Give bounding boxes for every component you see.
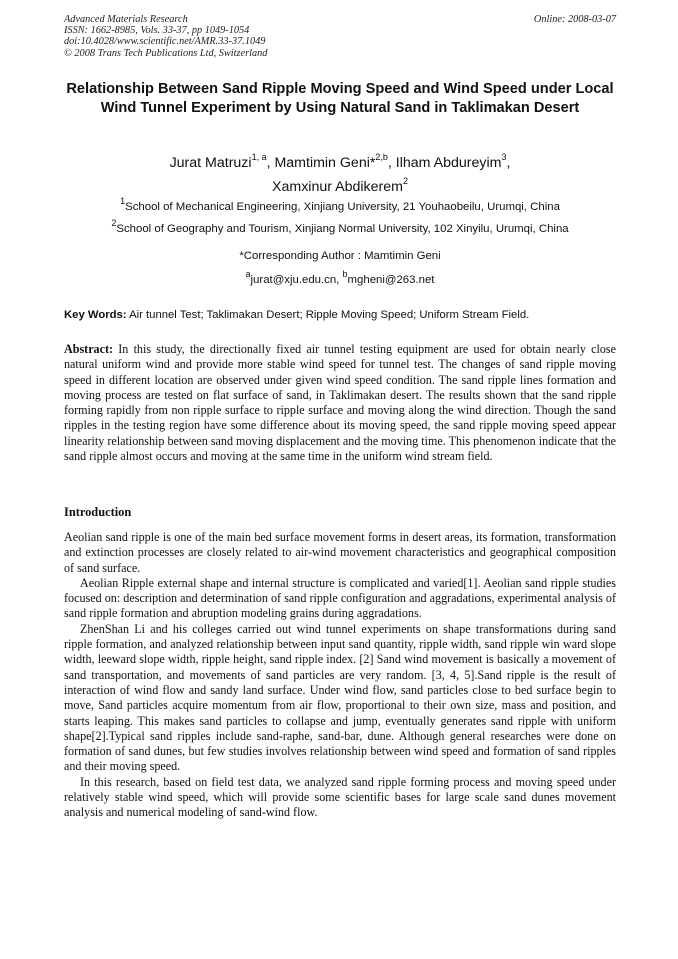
corresponding-author: *Corresponding Author : Mamtimin Geni [239, 250, 441, 262]
paragraph: Aeolian Ripple external shape and internal structure is complicated and varied[1]. Aeolian sand ripple studies focused on: description and determination of sand ripple configuration and aggradations, experimental analysis of sand ripple formation and abruption modeling grains during aggradations. [64, 575, 616, 621]
affiliation-2 [64, 218, 616, 236]
paragraph: ZhenShan Li and his colleges carried out wind tunnel experiments on shape transformations during sand ripple formation, and analyzed relationship between input sand quantity, ripple width, sand ripple win ward slope width, leeward slope width, ripple height, sand ripple index. [2] Sand wind movement is basically a movement of sand transportation, and movements of sand particles are very random. [3, 4, 5].Sand ripple is the result of interaction of wind flow and sandy land surface. Under wind flow, sand particles close to bed surface begin to move, Sand particles acquire momentum from air flow, proportional to their own size, mass and position, and starts leaping. This makes sand particles to collapse and jump, eventually generates sand ripple with uniform shape[2].Typical sand ripples include sand-raphe, sand-bar, dune. Although general researches were done on formation of sand dunes, but few studies involves relationship between wind speed and formation of sand ripples and their moving speed. [64, 621, 616, 774]
online-date: Online: 2008-03-07 [533, 14, 616, 25]
affiliation-text: School of Mechanical Engineering, Xinjiang University, 21 Youhaobeilu, Urumqi, China [125, 201, 560, 213]
journal-header [64, 14, 616, 59]
copyright-line: © 2008 Trans Tech Publications Ltd, Switzerland [64, 47, 268, 59]
author-list: Jurat Matruzi$^{1, a}$, Mamtimin Geni*$^{2,b}$, Ilham Abdureyim$^3$, Xamxinur Abdikerem$^2$ [169, 152, 511, 195]
issn-line: ISSN: 1662-8985, Vols. 33-37, pp 1049-1054 [64, 25, 250, 37]
author-name: Mamtimin Geni* [274, 155, 376, 171]
paper-title: Relationship Between Sand Ripple Moving Speed and Wind Speed under Local Wind Tunnel Experiment by Using Natural Sand in Taklimakan Desert [66, 81, 614, 116]
author-name: Xamxinur Abdikerem [272, 179, 403, 195]
author-affiliation-mark: 2,b [375, 152, 388, 163]
abstract-label: Abstract: [64, 342, 114, 356]
paragraph: Aeolian sand ripple is one of the main bed surface movement forms in desert areas, its formation, transformation and extinction processes are closely related to air-wind movement characteristics and geographical composition of sand surface. [64, 530, 616, 575]
email-mark: a [245, 269, 251, 280]
affiliation-text: School of Geography and Tourism, Xinjiang Normal University, 102 Xinyilu, Urumqi, China [116, 223, 569, 235]
affiliation-mark: 1 [120, 196, 126, 207]
abstract [64, 342, 616, 464]
author-emails [64, 269, 616, 287]
author-affiliation-mark: 1, a [251, 152, 267, 163]
email-a: jurat@xju.edu.cn, [250, 274, 340, 286]
author-name: Jurat Matruzi [169, 155, 252, 171]
journal-name: Advanced Materials Research [64, 14, 188, 25]
keywords-text: Air tunnel Test; Taklimakan Desert; Ripple Moving Speed; Uniform Stream Field. [129, 309, 530, 321]
affiliation-mark: 2 [111, 218, 117, 229]
author-affiliation-mark: 2 [402, 176, 408, 187]
keywords [64, 308, 616, 322]
author-name: Ilham Abdureyim [395, 155, 502, 171]
keywords-label: Key Words: [64, 309, 127, 321]
doi-line: doi:10.4028/www.scientific.net/AMR.33-37.1049 [64, 36, 266, 48]
email-mark: b [342, 269, 348, 280]
introduction-body [64, 530, 616, 821]
paragraph: In this research, based on field test data, we analyzed sand ripple forming process and moving speed under relatively stable wind speed, which will provide some scientific bases for large scale sand dunes movement analysis and numerical modeling of sand-wind flow. [64, 774, 616, 820]
affiliation-1 [64, 196, 616, 214]
author-affiliation-mark: 3 [501, 152, 507, 163]
section-heading-introduction: Introduction [64, 505, 132, 519]
email-b: mgheni@263.net [347, 274, 435, 286]
abstract-text: In this study, the directionally fixed air tunnel testing equipment are used for obtain nearly close natural uniform wind and provide more stable wind speed for tunnel test. The changes of sand ripple moving speed in different location are observed under given wind speed condition. The sand ripple lines formation and moving process are tested on flat surface of sand, in Taklimakan desert. The results shown that the sand ripple forming rapidly from non ripple surface to ripple surface and moving along the wind direction. Though the sand ripples in the testing region have some difference about its moving speed, the sand ripple moving speed appear linearity relationship between sand moving displacement and the moving time. This phenomenon indicate that the sand ripple almost occurs and moving at the same time in the uniform wind stream field. [64, 342, 616, 464]
